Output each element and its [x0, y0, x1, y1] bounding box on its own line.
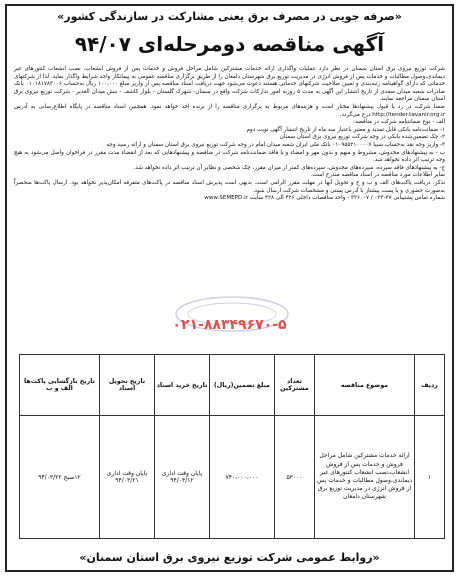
note-paragraph [14, 104, 445, 119]
col-guarantee: مبلغ تضمین(ریال) [210, 355, 275, 416]
cell-subscribers: ۵۳۰۰۰ [275, 416, 315, 539]
guarantee-item: ۲- چک تضمین‌شده بانکی در وجه شرکت توزیع نیروی برق استان سمنان [279, 134, 445, 141]
tender-url-link[interactable]: http://tender.tavanir.org.ir [372, 111, 445, 118]
footer-signature: «روابط عمومی شرکت توزیع نیروی برق استان سمنان» [79, 551, 380, 564]
slogan: «صرفه جویی در مصرف برق یعنی مشارکت در سازندگی کشور» [57, 10, 402, 23]
note2-paragraph: تذکر: دریافت پاکت‌های الف و ب و ج و تحویل آنها در مهلت مقرر الزامی است. بدیهی است پذیرش اسناد مناقصه در پاکت‌های متفرقه امکان‌پذیر نخواهد بود. ارسال پاکت‌ها منحصراً به‌صورت حضوری و یا پست پیشتاز با آدرس پستی و مشخصات شرکت ارسال شود. [14, 179, 445, 194]
col-purchase-date: تاریخ خرید اسناد [155, 355, 210, 416]
phone-watermark: ۰۲۱-۸۸۳۴۹۶۷۰-۵ [172, 317, 287, 333]
col-opening-date: تاریخ بازگشایی پاکت‌ها الف و ب [20, 355, 100, 416]
cell-guarantee: ۷۴۰،۰۰۰،۰۰۰ [210, 416, 275, 539]
tender-notice [5, 4, 454, 572]
cell-opening-date: ۱۲صبح ۹۴/۰۳/۲۲ [20, 416, 100, 539]
guarantee-item: ۱- ضمانت‌نامه بانکی قابل تمدید و معتبر باعتبار سه ماه از تاریخ انتشار آگهی نوبت دوم [246, 126, 445, 133]
guarantee-heading: الف - نوع ضمانتنامه شرکت در مناقصه: [353, 119, 445, 126]
col-subscribers: تعداد مشترکین [275, 355, 315, 416]
cell-delivery-date: پایان وقت اداری ۹۴/۰۳/۲۱ [100, 416, 155, 539]
table-row [20, 416, 445, 539]
other-info: سایر اطلاعات مورد مناقصه در اسناد مناقصه مندرج است. [310, 172, 445, 179]
notice-body [14, 66, 445, 203]
note-text: ضمنا شرکت در رد یا قبول پیشنهادها مختار است و هزینه‌های مربوط به برگزاری مناقصه را از برنده اخذ خواهد نمود. همچنین اسناد مناقصه در پایگاه اطلاع‌رسانی به آدرس [14, 103, 445, 110]
cell-row-number: ۱ [415, 416, 445, 539]
col-row-number: ردیف [415, 355, 445, 416]
notice-title: آگهی مناقصه دومرحله‌ای ۹۴/۰۷ [74, 32, 385, 56]
cell-purchase-date: پایان وقت اداری ۹۴/۰۳/۱۲ [155, 416, 210, 539]
cell-subject: ارائه خدمات مشترکین شامل مراحل فروش و خدمات پس از فروش انشعاب،نصب انشعاب کنتورهای غیر دیماندی،وصول مطالبات و خدمات پس از فروش انرژی در مدیریت توزیع برق شهرستان دامغان [315, 416, 415, 539]
table-header-row [20, 355, 445, 416]
tender-table [19, 354, 445, 539]
site-prefix: سایت [249, 195, 264, 202]
condition-item: ج- به پیشنهادهای فاقد سپرده، سپرده‌های مخدوش، سپرده‌های کمتر از میزان مقرر، چک شخصی و نظایر آن ترتیب اثر داده نخواهد شد. [133, 164, 445, 171]
contact-phones: شماره تماس پشتیبانی ۲۷-۰۲۳ / ۳۳۶۰۰۷ - واحد مناقصات داخلی ۴۲۶ الی ۴۲۸ [265, 195, 445, 202]
col-subject: موضوع مناقصه [315, 355, 415, 416]
intro-paragraph: شرکت توزیع نیروی برق استان سمنان در نظر دارد عملیات واگذاری ارائه خدمات مشترکین شامل مراحل فروش و خدمات پس از فروش انشعاب، نصب انشعاب کنتورهای غیر دیماندی،وصول مطالبات و خدمات پس از فروش انرژی در مدیریت توزیع برق شهرستان دامغان را از طریق برگزاری مناقصه عمومی به پیمانکار واجد شرایط واگذار نماید. لذا از شرکتهای خدماتی که دارای گواهینامه رتبه‌بندی و تعیین صلاحیت شرکتهای خدماتی هستند دعوت می‌شود جهت دریافت اسناد مناقصه پس از واریز مبلغ ۱۰۰،۰۰۰ ریال به‌حساب ۰۱۰۱۸۱۷۸۳۰۰۶ بانک صادرات شعبه میدان سعدی از تاریخ انتشار این آگهی به مدت ۵ روزبه امور تدارکات شرکت واقع در سمنان- شهرک گلستان - بلوار کاشف - نبش میدان الغدیر - شرکت توزیع نیروی برق استان سمنان مراجعه نمایند. [14, 66, 445, 103]
guarantee-item: ۳- واریز وجه نقد به‌حساب سیبا ۰۱۰۹۵۵۲۱۰۰۰۰۷ بانک ملی ایران شعبه میدان امام در وجه شرکت توزیع نیروی برق استان سمنان و ارائه رسید وجه [106, 141, 445, 148]
condition-item: ب - به پیشنهادهای مخدوش، مشروط و مبهم و بدون مهر و امضاء و یا فاقد ضمانت‌نامه شرکت در مناقصه و پیشنهادهایی که بعد از انقضاء مدت مقرر در فراخوان واصل می‌شود به هیچ وجه ترتیب اثر داده نخواهد شد. [14, 149, 445, 164]
note-text-end: درج می‌گردد. [339, 111, 371, 118]
contact-line [14, 195, 445, 203]
col-delivery-date: تاریخ تحویل اسناد [100, 355, 155, 416]
site-url-link[interactable]: www.SEMEPD.ir [204, 195, 248, 202]
